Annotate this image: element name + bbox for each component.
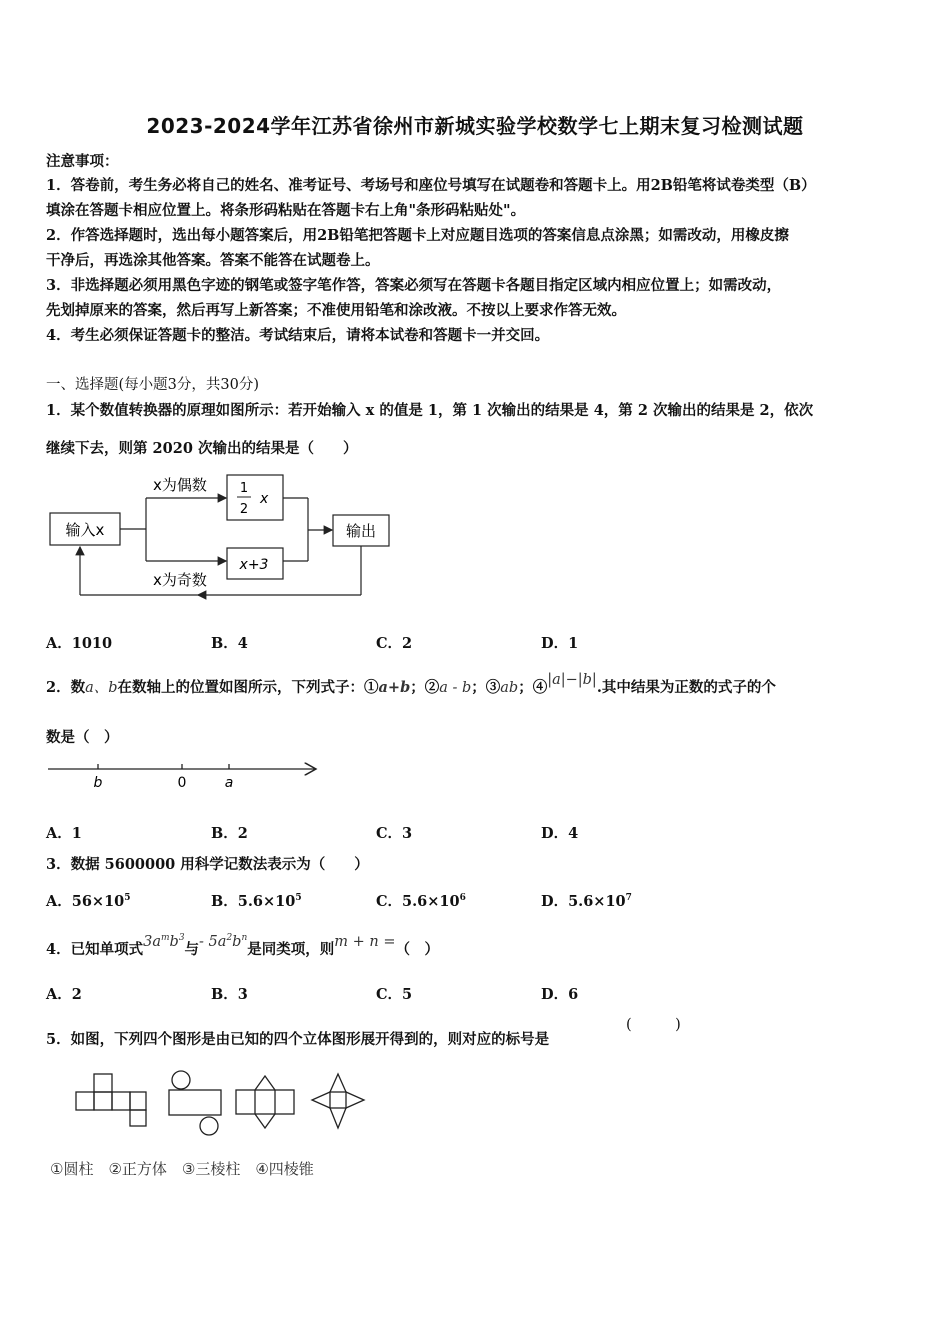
pyramid-net — [312, 1074, 364, 1128]
q4-monomial-1 — [143, 934, 184, 950]
q4-m2-exp1: 2 — [226, 933, 233, 943]
q4-sum-expr: m + n = — [334, 933, 396, 950]
q1-text-line2: 继续下去，则第 2020 次输出的结果是（ ） — [46, 440, 358, 457]
q4-m2-base: - 5a — [199, 933, 227, 950]
q4-m2-b: b — [232, 933, 242, 950]
section-heading: 一、选择题(每小题3分，共30分) — [46, 377, 259, 393]
q2-part-1: 2．数 — [46, 679, 86, 696]
q2-text-line1 — [46, 672, 776, 701]
prism-net — [236, 1076, 294, 1128]
q2-math-product: ab — [500, 680, 519, 696]
q2-part-3: ；② — [410, 679, 440, 696]
q4-part-4: （ ） — [395, 940, 439, 958]
flow-odd-label: x为奇数 — [153, 571, 207, 589]
q3-option-c-exp: 6 — [459, 893, 466, 904]
q3-option-a[interactable] — [46, 890, 131, 911]
notice-line-2: 填涂在答题卡相应位置上。将条形码粘贴在答题卡右上角"条形码粘贴处"。 — [46, 202, 526, 219]
notice-line-3: 2．作答选择题时，选出每小题答案后，用2B铅笔把答题卡上对应题目选项的答案信息点涂黑；如需改动，用橡皮擦 — [46, 227, 789, 244]
q2-math-sum: a+b — [378, 679, 411, 696]
page-title: 2023-2024学年江苏省徐州市新城实验学校数学七上期末复习检测试题 — [146, 114, 804, 138]
notice-line-7: 4．考生必须保证答题卡的整洁。考试结束后，请将本试卷和答题卡一并交回。 — [46, 327, 550, 344]
q1-flowchart — [40, 468, 400, 608]
q5-shape-labels: ①圆柱 ②正方体 ③三棱柱 ④四棱锥 — [50, 1160, 314, 1178]
q4-part-3: 是同类项，则 — [247, 940, 335, 958]
q2-text-line2: 数是（ ） — [46, 729, 119, 746]
q3-option-b-label: B．5.6×10 — [211, 893, 296, 910]
q3-option-b-exp: 5 — [295, 893, 302, 904]
q3-option-a-exp: 5 — [124, 893, 131, 904]
q2-number-line — [40, 755, 330, 795]
q3-text: 3．数据 5600000 用科学记数法表示为（ ） — [46, 856, 369, 873]
q4-option-c[interactable]: C．5 — [376, 986, 413, 1003]
q4-m1-exp2: 3 — [178, 933, 185, 943]
q5-text: 5．如图，下列四个图形是由已知的四个立体图形展开得到的，则对应的标号是 — [46, 1031, 550, 1048]
q4-option-a[interactable]: A．2 — [46, 986, 82, 1003]
q4-m2-exp2: n — [241, 933, 248, 943]
q3-option-d-label: D．5.6×10 — [541, 893, 626, 910]
q2-option-a[interactable]: A．1 — [46, 825, 82, 842]
q4-m1-base: 3a — [143, 933, 161, 950]
flow-half-num: 1 — [239, 481, 249, 496]
q1-option-d[interactable]: D．1 — [541, 635, 579, 652]
q3-option-d[interactable] — [541, 890, 632, 911]
q3-option-c-label: C．5.6×10 — [376, 893, 460, 910]
q4-part-1: 4．已知单项式 — [46, 940, 144, 958]
q5-nets-figure — [70, 1068, 380, 1138]
notice-line-1: 1．答卷前，考生务必将自己的姓名、准考证号、考场号和座位号填写在试题卷和答题卡上。用2B铅笔将试卷类型（B） — [46, 177, 816, 194]
q2-option-b[interactable]: B．2 — [211, 825, 248, 842]
notice-heading: 注意事项： — [46, 153, 119, 170]
axis-label-zero: 0 — [177, 775, 187, 791]
axis-label-b: b — [93, 775, 103, 791]
cube-net — [76, 1074, 146, 1126]
q2-part-4: ；③ — [471, 679, 501, 696]
q3-option-b[interactable] — [211, 890, 302, 911]
q2-math-ab: a、b — [85, 680, 118, 696]
flow-half-var: x — [260, 491, 269, 507]
q2-part-2: 在数轴上的位置如图所示，下列式子：① — [117, 679, 379, 696]
q5-answer-paren: ( ) — [626, 1017, 681, 1033]
q2-part-5: ；④ — [518, 679, 548, 696]
flow-half-den: 2 — [239, 502, 249, 517]
q1-option-c[interactable]: C．2 — [376, 635, 413, 652]
notice-line-5: 3．非选择题必须用黑色字迹的钢笔或签字笔作答，答案必须写在答题卡各题目指定区域内相应位置上；如需改动， — [46, 277, 782, 294]
q2-option-d[interactable]: D．4 — [541, 825, 579, 842]
q2-math-diff: a - b — [439, 680, 472, 696]
flow-even-label: x为偶数 — [153, 476, 207, 494]
notice-line-4: 干净后，再选涂其他答案。答案不能答在试题卷上。 — [46, 252, 380, 269]
notice-line-6: 先划掉原来的答案，然后再写上新答案；不准使用铅笔和涂改液。不按以上要求作答无效。 — [46, 302, 626, 319]
q4-m1-exp1: m — [160, 933, 170, 943]
flow-output-label: 输出 — [345, 522, 377, 540]
q3-option-a-label: A．56×10 — [46, 893, 125, 910]
q4-m1-b: b — [169, 933, 179, 950]
q2-option-c[interactable]: C．3 — [376, 825, 413, 842]
q4-option-b[interactable]: B．3 — [211, 986, 248, 1003]
cylinder-net — [169, 1071, 221, 1135]
q3-option-c[interactable] — [376, 890, 466, 911]
flow-plus3-label: x+3 — [239, 557, 269, 573]
flow-half-box — [227, 475, 283, 520]
q4-part-2: 与 — [184, 940, 200, 958]
q1-text-line1: 1．某个数值转换器的原理如图所示：若开始输入 x 的值是 1，第 1 次输出的结果是 4，第 2 次输出的结果是 2，依次 — [46, 402, 814, 419]
q2-math-absdiff: |a|−|b| — [547, 672, 597, 688]
q2-part-6: .其中结果为正数的式子的个 — [596, 679, 776, 696]
flow-input-label: 输入x — [65, 521, 105, 539]
q1-option-b[interactable]: B．4 — [211, 635, 248, 652]
q3-option-d-exp: 7 — [625, 893, 632, 904]
q4-text — [46, 934, 439, 963]
axis-label-a: a — [224, 775, 234, 791]
q4-option-d[interactable]: D．6 — [541, 986, 579, 1003]
q1-option-a[interactable]: A．1010 — [46, 635, 113, 652]
q4-monomial-2 — [199, 934, 247, 950]
